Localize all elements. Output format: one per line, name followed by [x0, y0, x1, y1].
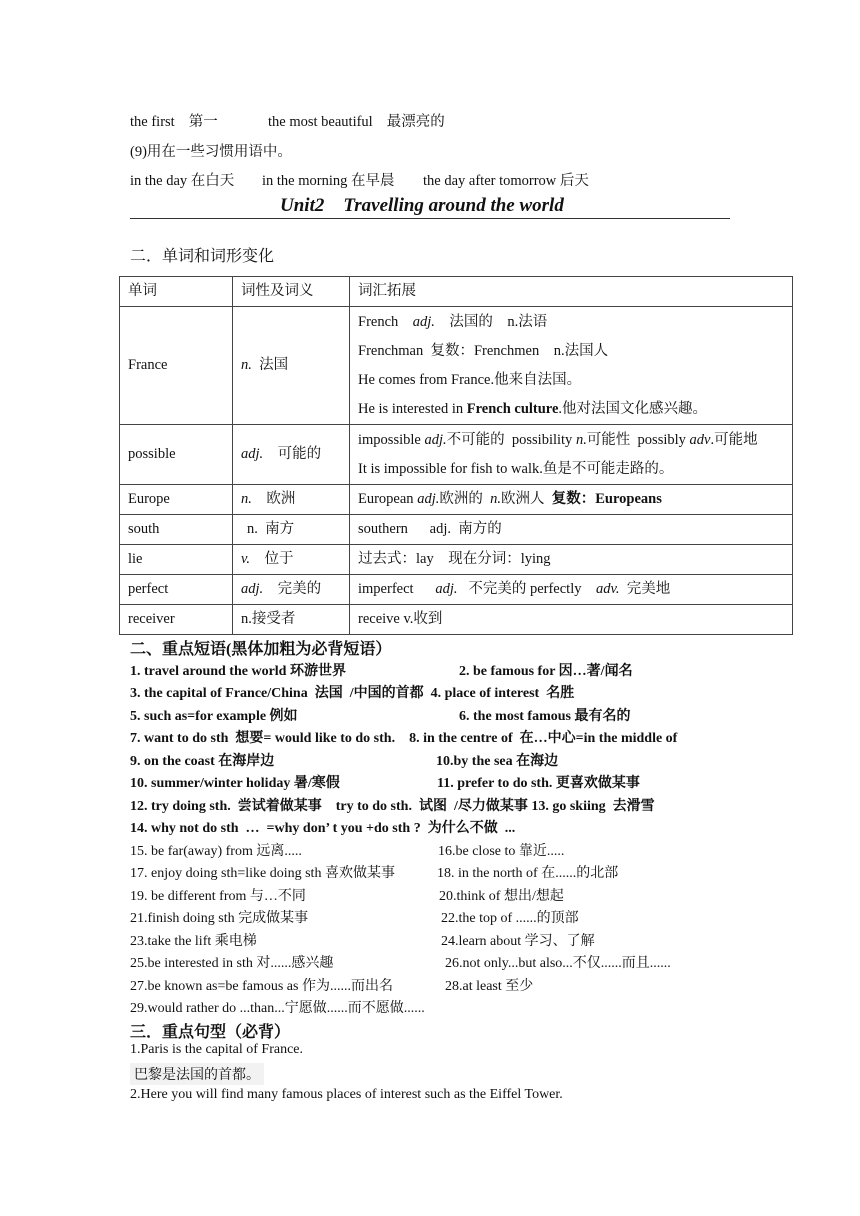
key-sentence: 1.Paris is the capital of France. — [130, 1042, 304, 1057]
text-line: in the day 在白天 — [130, 173, 235, 189]
pos-cell: adj. 完美的 — [233, 575, 350, 605]
phrase-cn: 第一 — [188, 114, 218, 130]
word-cell: receiver — [120, 605, 233, 635]
expansion-line: He comes from France.他来自法国。 — [358, 371, 582, 388]
pos-cell: n.接受者 — [233, 605, 350, 635]
phrase-item: 15. be far(away) from 远离..... — [130, 844, 302, 859]
phrase-item: 2. be famous for 因…著/闻名 — [459, 664, 633, 679]
expansion-cell: receive v.收到 — [350, 605, 793, 635]
header-cell: 词性及词义 — [233, 277, 350, 307]
phrase-item: 11. prefer to do sth. 更喜欢做某事 — [437, 776, 640, 791]
text-line: the day after tomorrow 后天 — [423, 173, 589, 189]
phrase-item: 18. in the north of 在......的北部 — [437, 866, 619, 881]
title-divider — [130, 218, 730, 219]
section-heading: 二、重点短语(黑体加粗为必背短语） — [130, 641, 392, 658]
phrase-item: 26.not only...but also...不仅......而且...... — [445, 956, 671, 971]
expansion-line: He is interested in French culture.他对法国文化感兴趣。 — [358, 400, 708, 417]
expansion-cell: 过去式：lay 现在分词：lying — [350, 545, 793, 575]
section-heading: 三．重点句型（必背） — [130, 1024, 291, 1041]
phrase-item: 5. such as=for example 例如 — [130, 709, 298, 724]
table-row — [120, 307, 793, 425]
unit-title: Unit2 Travelling around the world — [280, 195, 564, 216]
text-line — [130, 110, 218, 131]
phrase-item: 24.learn about 学习、了解 — [441, 934, 595, 949]
text-line — [268, 110, 445, 131]
expansion-line: French adj. 法国的 n.法语 — [358, 313, 548, 330]
expansion-cell: imperfect adj. 不完美的 perfectly adv. 完美地 — [350, 575, 793, 605]
meaning: 法国 — [259, 357, 289, 373]
phrase-item: 22.the top of ......的顶部 — [441, 911, 579, 926]
phrase-en: the most beautiful — [268, 114, 373, 130]
header-cell: 词汇拓展 — [350, 277, 793, 307]
expansion-cell — [350, 425, 793, 485]
phrase-item: 21.finish doing sth 完成做某事 — [130, 911, 309, 926]
expansion-cell: southern adj. 南方的 — [350, 515, 793, 545]
table-row — [120, 605, 793, 635]
phrase-item: 10.by the sea 在海边 — [436, 754, 559, 769]
table-row — [120, 515, 793, 545]
phrase-item: 29.would rather do ...than...宁愿做......而不愿做...... — [130, 1001, 425, 1016]
expansion-line: Frenchman 复数：Frenchmen n.法国人 — [358, 342, 609, 359]
expansion-line: It is impossible for fish to walk.鱼是不可能走路的。 — [358, 460, 674, 477]
pos-cell: v. 位于 — [233, 545, 350, 575]
table-row — [120, 425, 793, 485]
word-cell: lie — [120, 545, 233, 575]
phrase-item: 19. be different from 与…不同 — [130, 889, 306, 904]
key-sentence: 2.Here you will find many famous places of interest such as the Eiffel Tower. — [130, 1087, 563, 1102]
phrase-item: 28.at least 至少 — [445, 979, 534, 994]
expansion-cell: European adj.欧洲的 n.欧洲人 复数：Europeans — [350, 485, 793, 515]
word-cell: possible — [120, 425, 233, 485]
pos: n. — [241, 357, 252, 373]
phrase-item: 3. the capital of France/China 法国 /中国的首都 4. place of interest 名胜 — [130, 686, 575, 701]
expansion-cell — [350, 307, 793, 425]
expansion-line: impossible adj.不可能的 possibility n.可能性 possibly adv.可能地 — [358, 431, 758, 448]
table-row — [120, 485, 793, 515]
text-line: in the morning 在早晨 — [262, 173, 395, 189]
phrase-item: 6. the most famous 最有名的 — [459, 709, 631, 724]
table-header-row — [120, 277, 793, 307]
text-line: (9)用在一些习惯用语中。 — [130, 144, 292, 160]
pos-cell — [233, 307, 350, 425]
phrase-en: the first — [130, 114, 175, 130]
phrase-item: 23.take the lift 乘电梯 — [130, 934, 257, 949]
table-row — [120, 545, 793, 575]
phrase-item: 9. on the coast 在海岸边 — [130, 754, 275, 769]
key-sentence-translation: 巴黎是法国的首都。 — [130, 1063, 264, 1085]
phrase-item: 1. travel around the world 环游世界 — [130, 664, 346, 679]
header-cell: 单词 — [120, 277, 233, 307]
phrase-item: 27.be known as=be famous as 作为......而出名 — [130, 979, 393, 994]
phrase-item: 12. try doing sth. 尝试着做某事 try to do sth. 试图 /尽力做某事 13. go skiing 去滑雪 — [130, 799, 655, 814]
phrase-item: 20.think of 想出/想起 — [439, 889, 564, 904]
vocabulary-table — [119, 276, 793, 635]
phrase-item: 17. enjoy doing sth=like doing sth 喜欢做某事 — [130, 866, 395, 881]
table-row — [120, 575, 793, 605]
phrase-item: 14. why not do sth … =why don’ t you +do sth ? 为什么不做 ... — [130, 821, 516, 836]
pos-cell: adj. 可能的 — [233, 425, 350, 485]
word-cell: France — [120, 307, 233, 425]
section-heading: 二．单词和词形变化 — [130, 248, 275, 265]
phrase-item: 25.be interested in sth 对......感兴趣 — [130, 956, 334, 971]
word-cell: Europe — [120, 485, 233, 515]
phrase-item: 16.be close to 靠近..... — [438, 844, 565, 859]
phrase-item: 10. summer/winter holiday 暑/寒假 — [130, 776, 340, 791]
word-cell: south — [120, 515, 233, 545]
pos-cell: n. 南方 — [233, 515, 350, 545]
phrase-cn: 最漂亮的 — [386, 114, 445, 130]
phrase-item: 7. want to do sth 想要= would like to do sth. 8. in the centre of 在…中心=in the middle of — [130, 731, 678, 746]
word-cell: perfect — [120, 575, 233, 605]
pos-cell: n. 欧洲 — [233, 485, 350, 515]
